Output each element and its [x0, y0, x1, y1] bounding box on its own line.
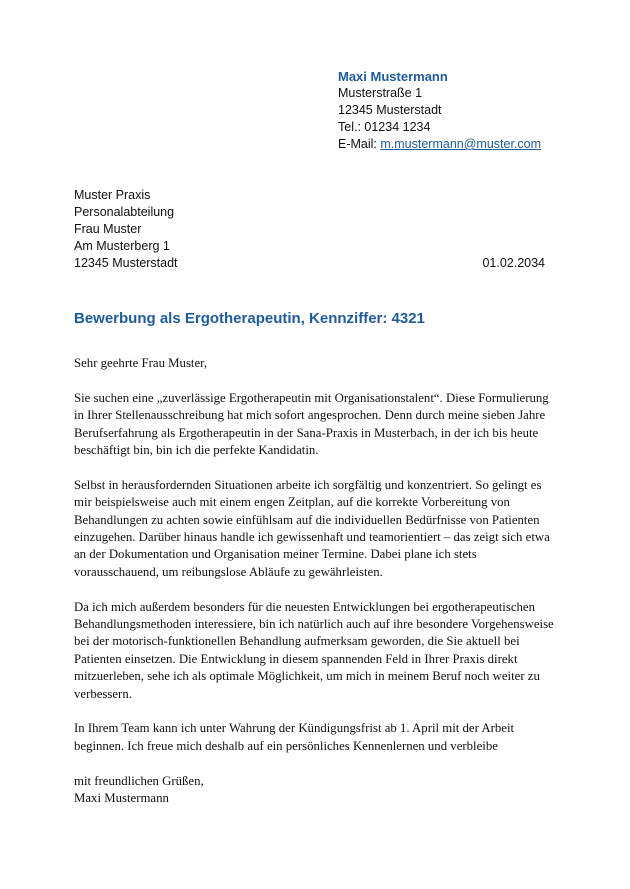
sender-street: Musterstraße 1: [338, 86, 423, 100]
signature-name: Maxi Mustermann: [74, 791, 169, 806]
paragraph-4: In Ihrem Team kann ich unter Wahrung der Kündigungsfrist ab 1. April mit der Arbeit beginnen. Ich freue mich deshalb auf ein persönliches Kennenlernen und verbleibe: [74, 721, 515, 753]
salutation: Sehr geehrte Frau Muster,: [74, 356, 208, 370]
sender-city: 12345 Musterstadt: [338, 103, 442, 117]
recipient-block: [74, 187, 178, 272]
sender-phone: Tel.: 01234 1234: [338, 120, 431, 134]
sender-email-label: E-Mail:: [338, 137, 381, 151]
recipient-person: Frau Muster: [74, 222, 142, 236]
sender-email-link[interactable]: m.mustermann@muster.com: [380, 137, 542, 151]
sender-block: [338, 68, 541, 153]
sender-name: Maxi Mustermann: [338, 69, 448, 84]
recipient-street: Am Musterberg 1: [74, 239, 170, 253]
sender-email-line: [338, 136, 541, 153]
paragraph-2: Selbst in herausfordernden Situationen arbeite ich sorgfältig und konzentriert. So gelingt es mir beispielsweise auch mit einem engen Zeitplan, auf die korrekte Vorbereitung von Behandlungen zu achten sowie einfühlsam auf die individuellen Bedürfnisse von Patienten einzugehen. Darüber hinaus handle ich gewissenhaft und teamorientiert – das zeigt sich etwa an der Dokumentation und Organisation meiner Termine. Dabei plane ich stets vorausschauend, um reibungslose Abläufe zu gewährleisten.: [74, 477, 550, 579]
recipient-company: Muster Praxis: [74, 188, 151, 202]
closing: mit freundlichen Grüßen,: [74, 773, 204, 788]
letter-body: [74, 355, 559, 807]
letter-date: 01.02.2034: [482, 256, 545, 270]
paragraph-1: Sie suchen eine „zuverlässige Ergotherapeutin mit Organisationstalent“. Diese Formulierung in Ihrer Stellenausschreibung hat mich sofort angesprochen. Denn durch meine sieben Jahre Berufserfahrung als Ergotherapeutin in der Sana-Praxis in Musterbach, in der ich bis heute beschäftigt bin, bin ich die perfekte Kandidatin.: [74, 390, 549, 458]
paragraph-3: Da ich mich außerdem besonders für die neuesten Entwicklungen bei ergotherapeutischen Behandlungsmethoden interessiere, bin ich natürlich auch auf ihre besondere Vorgehensweise bei der motorisch-funktionellen Behandlung aufmerksam geworden, die Sie aktuell bei Patienten einsetzen. Die Entwicklung in diesem spannenden Feld in Ihrer Praxis direkt mitzuerleben, sehe ich als optimale Möglichkeit, um mich in meinem Beruf noch weiter zu verbessern.: [74, 599, 554, 701]
recipient-city: 12345 Musterstadt: [74, 256, 178, 270]
subject-line: Bewerbung als Ergotherapeutin, Kennziffer: 4321: [74, 310, 425, 327]
recipient-department: Personalabteilung: [74, 205, 175, 219]
